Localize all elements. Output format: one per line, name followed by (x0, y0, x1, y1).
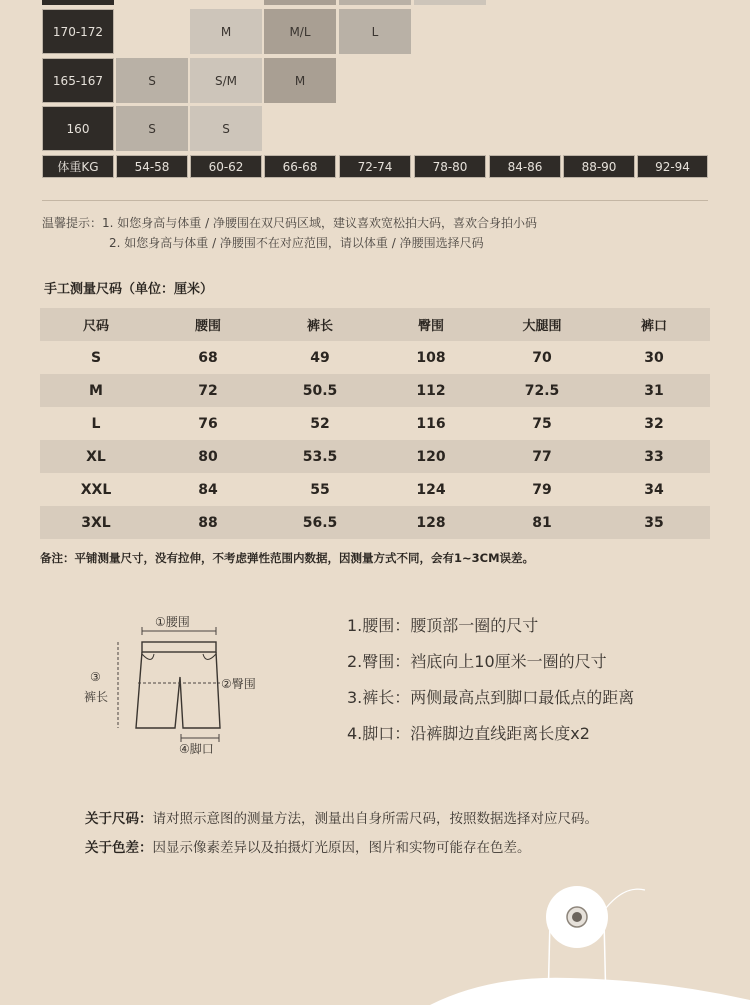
waist-label: ①腰围 (155, 615, 190, 629)
legend-item: 2.臀围：裆底向上10厘米一圈的尺寸 (347, 652, 607, 671)
hem-label: ④脚口 (179, 742, 214, 756)
table-row (40, 407, 710, 440)
table-row (40, 440, 710, 473)
table-header-row (40, 308, 710, 341)
table-cell: 108 (416, 349, 446, 366)
weight-range: 84-86 (489, 155, 561, 178)
about-color-label: 关于色差： (85, 840, 153, 856)
tip-text-2: 2. 如您身高与体重 / 净腰围不在对应范围，请以体重 / 净腰围选择尺码 (109, 236, 484, 250)
table-cell: 79 (532, 481, 552, 498)
table-cell: XL (86, 448, 106, 465)
length-number: ③ (90, 670, 101, 684)
tip-text-1: 1. 如您身高与体重 / 净腰围在双尺码区域，建议喜欢宽松拍大码，喜欢合身拍小码 (102, 216, 537, 230)
height-label: 160 (42, 106, 114, 151)
table-cell: 84 (198, 481, 218, 498)
measure-title: 手工测量尺码（单位：厘米） (44, 282, 214, 297)
weight-range: 72-74 (339, 155, 411, 178)
size-cell: S (190, 106, 262, 151)
grid-top-fragment (264, 0, 336, 5)
table-cell: 56.5 (302, 514, 338, 531)
divider (42, 200, 708, 201)
hip-label: ②臀围 (221, 677, 256, 691)
weight-label: 体重KG (42, 155, 114, 178)
table-cell: 88 (198, 514, 218, 531)
tip-line-1 (42, 213, 712, 233)
table-row (40, 473, 710, 506)
size-cell: S (116, 106, 188, 151)
header-cell: 裤长 (306, 319, 333, 334)
weight-range: 78-80 (414, 155, 486, 178)
table-cell: 112 (416, 382, 446, 399)
tips (42, 213, 712, 253)
grid-top-fragment (339, 0, 411, 5)
about-size (85, 807, 725, 827)
table-cell: 55 (310, 481, 330, 498)
weight-range: 54-58 (116, 155, 188, 178)
table-cell: S (90, 349, 102, 366)
table-cell: 81 (532, 514, 552, 531)
table-cell: 77 (532, 448, 552, 465)
table-cell: 76 (198, 415, 218, 432)
table-row (40, 506, 710, 539)
size-cell: L (339, 9, 411, 54)
table-cell: 34 (644, 481, 664, 498)
header-cell: 臀围 (417, 319, 444, 334)
table-cell: 49 (310, 349, 330, 366)
table-cell: 120 (416, 448, 446, 465)
table-cell: 53.5 (302, 448, 338, 465)
measure-note: 备注：平铺测量尺寸，没有拉伸，不考虑弹性范围内数据，因测量方式不同，会有1~3CM误差。 (40, 551, 535, 565)
grid-top-fragment (42, 0, 114, 5)
about-size-text: 请对照示意图的测量方法，测量出自身所需尺码，按照数据选择对应尺码。 (152, 811, 598, 827)
shorts-outline-icon (110, 625, 225, 745)
table-cell: 52 (310, 415, 330, 432)
legend-item: 4.脚口：沿裤脚边直线距离长度x2 (347, 724, 590, 743)
header-cell: 裤口 (640, 319, 667, 334)
table-cell: 128 (416, 514, 446, 531)
table-cell: 70 (532, 349, 552, 366)
header-cell: 大腿围 (522, 319, 562, 334)
tip-prefix: 温馨提示： (42, 216, 103, 230)
table-cell: 75 (532, 415, 552, 432)
about-color (85, 836, 725, 856)
table-cell: 32 (644, 415, 664, 432)
legend-item: 3.裤长：两侧最高点到脚口最低点的距离 (347, 688, 635, 707)
table-cell: 80 (198, 448, 218, 465)
height-label: 170-172 (42, 9, 114, 54)
length-label: 裤长 (84, 690, 109, 704)
tip-line-2 (42, 233, 712, 253)
table-cell: L (91, 415, 101, 432)
hanger-decoration (430, 880, 750, 1005)
grid-top-fragment (414, 0, 486, 5)
size-cell: M/L (264, 9, 336, 54)
legend-item: 1.腰围：腰顶部一圈的尺寸 (347, 616, 539, 635)
table-cell: 30 (644, 349, 664, 366)
table-cell: 35 (644, 514, 664, 531)
header-cell: 腰围 (194, 319, 221, 334)
table-cell: 72 (198, 382, 218, 399)
height-label: 165-167 (42, 58, 114, 103)
about-size-label: 关于尺码： (85, 811, 153, 827)
table-cell: 116 (416, 415, 446, 432)
table-cell: 50.5 (302, 382, 338, 399)
table-cell: 3XL (81, 514, 111, 531)
table-cell: M (89, 382, 103, 399)
weight-range: 66-68 (264, 155, 336, 178)
table-row (40, 341, 710, 374)
weight-range: 60-62 (190, 155, 262, 178)
table-cell: XXL (80, 481, 112, 498)
size-cell: S/M (190, 58, 262, 103)
table-row (40, 374, 710, 407)
table-cell: 72.5 (524, 382, 560, 399)
header-cell: 尺码 (82, 319, 109, 334)
size-cell: S (116, 58, 188, 103)
size-cell: M (190, 9, 262, 54)
table-cell: 31 (644, 382, 664, 399)
table-cell: 68 (198, 349, 218, 366)
weight-range: 88-90 (563, 155, 635, 178)
weight-range: 92-94 (637, 155, 708, 178)
size-cell: M (264, 58, 336, 103)
about-color-text: 因显示像素差异以及拍摄灯光原因，图片和实物可能存在色差。 (152, 840, 531, 856)
table-cell: 33 (644, 448, 664, 465)
table-cell: 124 (416, 481, 446, 498)
